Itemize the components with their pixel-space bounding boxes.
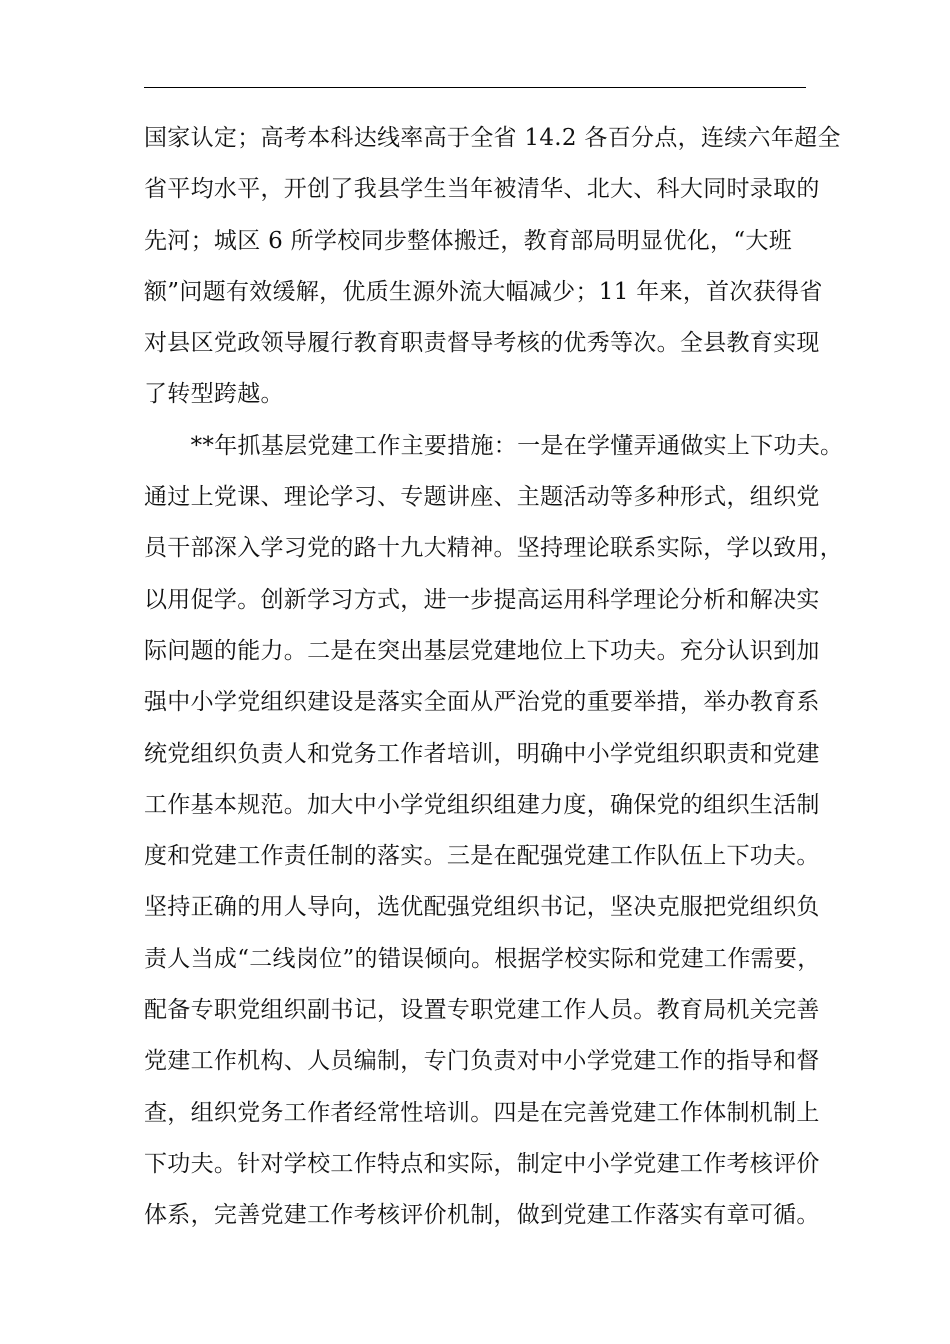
- text-line: 省平均水平，开创了我县学生当年被清华、北大、科大同时录取的: [144, 176, 820, 203]
- text-line: 配备专职党组织副书记，设置专职党建工作人员。教育局机关完善: [144, 997, 820, 1024]
- text-line: 体系，完善党建工作考核评价机制，做到党建工作落实有章可循。: [144, 1202, 820, 1229]
- body-text: [144, 118, 844, 1247]
- text-line: **年抓基层党建工作主要措施：一是在学懂弄通做实上下功夫。: [144, 432, 844, 459]
- header-rule: [144, 87, 806, 88]
- text-line: 度和党建工作责任制的落实。三是在配强党建工作队伍上下功夫。: [144, 843, 820, 870]
- text-line: 以用促学。创新学习方式，进一步提高运用科学理论分析和解决实: [144, 586, 820, 613]
- text-line: 员干部深入学习党的路十九大精神。坚持理论联系实际，学以致用，: [144, 535, 843, 562]
- text-line: 工作基本规范。加大中小学党组织组建力度，确保党的组织生活制: [144, 791, 820, 818]
- text-line: 统党组织负责人和党务工作者培训，明确中小学党组织职责和党建: [144, 740, 820, 767]
- text-line: 际问题的能力。二是在突出基层党建地位上下功夫。充分认识到加: [144, 637, 820, 664]
- text-line: 下功夫。针对学校工作特点和实际，制定中小学党建工作考核评价: [144, 1150, 820, 1177]
- text-line: 党建工作机构、人员编制，专门负责对中小学党建工作的指导和督: [144, 1048, 820, 1075]
- text-line: 先河；城区 6 所学校同步整体搬迁，教育部局明显优化，“大班: [144, 227, 793, 254]
- text-line: 国家认定；高考本科达线率高于全省 14.2 各百分点，连续六年超全: [144, 125, 841, 151]
- text-line: 查，组织党务工作者经常性培训。四是在完善党建工作体制机制上: [144, 1099, 820, 1126]
- text-line: 坚持正确的用人导向，选优配强党组织书记，坚决克服把党组织负: [144, 894, 820, 921]
- text-line: 责人当成“二线岗位”的错误倾向。根据学校实际和党建工作需要，: [144, 945, 821, 972]
- text-line: 强中小学党组织建设是落实全面从严治党的重要举措，举办教育系: [144, 689, 820, 716]
- text-line: 对县区党政领导履行教育职责督导考核的优秀等次。全县教育实现: [144, 330, 820, 357]
- text-line: 额”问题有效缓解，优质生源外流大幅减少；11 年来，首次获得省: [144, 278, 823, 305]
- text-line: 了转型跨越。: [144, 381, 284, 408]
- text-line: 通过上党课、理论学习、专题讲座、主题活动等多种形式，组织党: [144, 484, 820, 511]
